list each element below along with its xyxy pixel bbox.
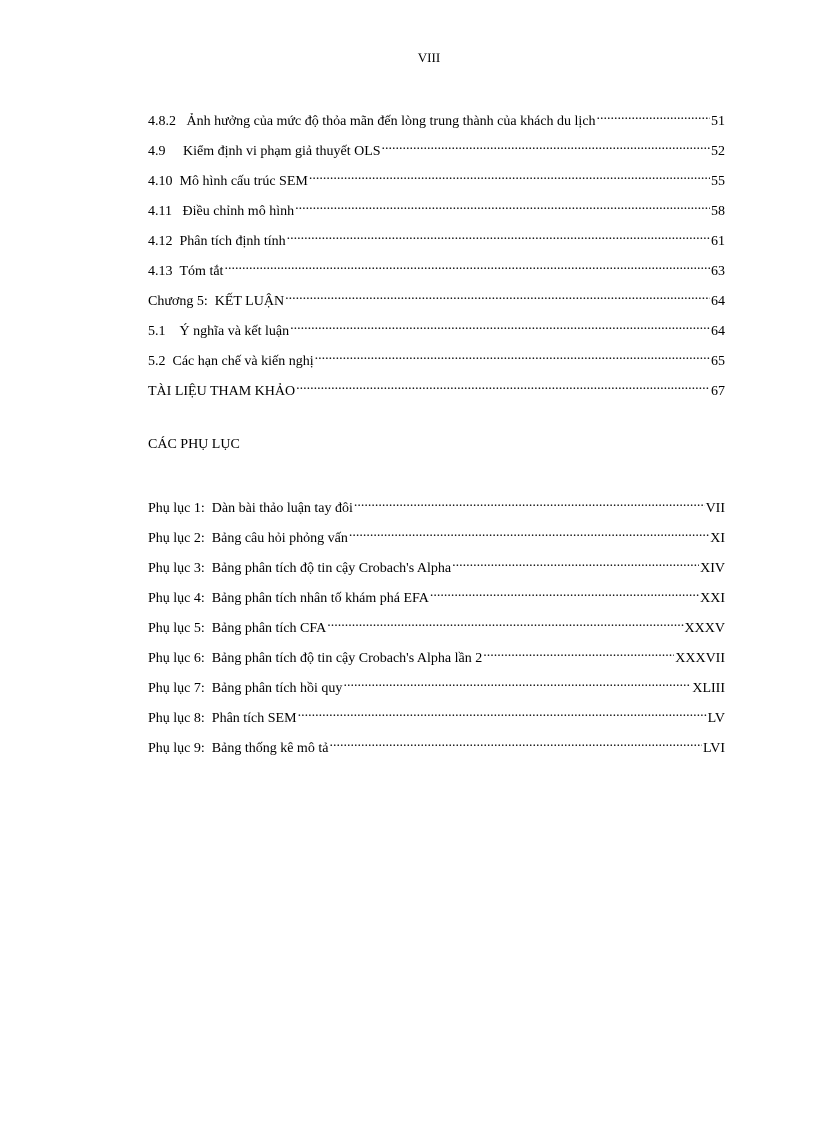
- toc-entry-title: Ý nghĩa và kết luận: [179, 324, 290, 339]
- toc-entry-number: 4.10: [148, 174, 173, 189]
- toc-entry-number: Phụ lục 3:: [148, 561, 205, 576]
- dot-leader: [452, 554, 699, 572]
- toc-entry-title: Bảng phân tích độ tin cậy Crobach's Alpha lần 2: [211, 651, 483, 666]
- toc-entry-title: Ảnh hưởng của mức độ thỏa mãn đến lòng trung thành của khách du lịch: [186, 114, 596, 129]
- appendix-entry[interactable]: [148, 704, 725, 734]
- toc-entry-number: Phụ lục 2:: [148, 531, 205, 546]
- toc-entry-page: XXXVII: [675, 651, 725, 666]
- toc-entry-gap: [166, 323, 180, 341]
- dot-leader: [295, 197, 710, 215]
- toc-entry-number: 4.13: [148, 264, 173, 279]
- dot-leader: [285, 287, 710, 305]
- toc-entry[interactable]: [148, 377, 725, 407]
- toc-entry-page: 61: [711, 234, 725, 249]
- toc-entry[interactable]: [148, 197, 725, 227]
- toc-entry-gap: [173, 233, 180, 251]
- appendix-heading: CÁC PHỤ LỤC: [148, 437, 240, 452]
- toc-entry-number: 4.9: [148, 144, 166, 159]
- toc-entry-gap: [176, 113, 187, 131]
- toc-entry[interactable]: [148, 137, 725, 167]
- toc-entry-title: Bảng phân tích CFA: [211, 621, 327, 636]
- toc-entry-gap: [173, 263, 180, 281]
- dot-leader: [343, 674, 691, 692]
- toc-entry-gap: [205, 530, 212, 548]
- toc-entry-gap: [172, 203, 183, 221]
- dot-leader: [327, 614, 683, 632]
- dot-leader: [290, 317, 710, 335]
- toc-entry-title: Bảng phân tích nhân tố khám phá EFA: [211, 591, 429, 606]
- toc-entry-title: Điều chỉnh mô hình: [182, 204, 295, 219]
- dot-leader: [382, 137, 710, 155]
- toc-entry-page: 51: [711, 114, 725, 129]
- dot-leader: [298, 704, 707, 722]
- toc-entry-number: Phụ lục 9:: [148, 741, 205, 756]
- toc-entry-page: 63: [711, 264, 725, 279]
- toc-entry[interactable]: [148, 347, 725, 377]
- toc-entry-page: 64: [711, 294, 725, 309]
- dot-leader: [354, 494, 705, 512]
- toc-entry-title: Dàn bài thảo luận tay đôi: [211, 501, 353, 516]
- appendix-entry[interactable]: [148, 494, 725, 524]
- toc-entry-title: Các hạn chế và kiến nghị: [172, 354, 314, 369]
- toc-entry-number: Phụ lục 4:: [148, 591, 205, 606]
- toc-entry-number: Phụ lục 8:: [148, 711, 205, 726]
- toc-entry-page: LVI: [702, 741, 725, 756]
- appendix-entry[interactable]: [148, 644, 725, 674]
- toc-entry-page: XI: [710, 531, 725, 546]
- toc-entry-gap: [205, 590, 212, 608]
- toc-entry-number: Phụ lục 7:: [148, 681, 205, 696]
- appendix-entry[interactable]: [148, 734, 725, 764]
- dot-leader: [329, 734, 702, 752]
- toc-entry-page: VII: [705, 501, 725, 516]
- toc-entry-gap: [166, 143, 184, 161]
- dot-leader: [287, 227, 710, 245]
- toc-entry-gap: [205, 710, 212, 728]
- toc-entry-number: 5.2: [148, 354, 166, 369]
- toc-entry-number: 4.12: [148, 234, 173, 249]
- dot-leader: [315, 347, 710, 365]
- toc-entry[interactable]: [148, 287, 725, 317]
- toc-entry-page: XIV: [700, 561, 725, 576]
- toc-entry-title: Phân tích định tính: [179, 234, 286, 249]
- toc-entry-title: Tóm tắt: [179, 264, 224, 279]
- toc-entry-gap: [205, 740, 212, 758]
- toc-entry-page: 58: [711, 204, 725, 219]
- dot-leader: [430, 584, 699, 602]
- toc-entry-gap: [205, 620, 212, 638]
- toc-entry-page: XXI: [700, 591, 725, 606]
- toc-entry-gap: [205, 650, 212, 668]
- toc-entry-page: XLIII: [692, 681, 725, 696]
- toc-entry-title: Bảng câu hỏi phỏng vấn: [211, 531, 348, 546]
- dot-leader: [296, 377, 710, 395]
- dot-leader: [597, 107, 710, 125]
- toc-entry[interactable]: [148, 257, 725, 287]
- toc-entry-gap: [205, 500, 212, 518]
- toc-entry-number: Phụ lục 1:: [148, 501, 205, 516]
- toc-entry-gap: [173, 173, 180, 191]
- toc-entry-number: 5.1: [148, 324, 166, 339]
- toc-entry-gap: [166, 353, 173, 371]
- toc-entry-page: 55: [711, 174, 725, 189]
- toc-entry-number: TÀI LIỆU THAM KHẢO: [148, 384, 296, 399]
- dot-leader: [224, 257, 710, 275]
- toc-entry-page: 64: [711, 324, 725, 339]
- appendix-entry[interactable]: [148, 584, 725, 614]
- toc-entry-page: XXXV: [684, 621, 725, 636]
- appendix-entry[interactable]: [148, 554, 725, 584]
- page-number: VIII: [417, 50, 441, 65]
- appendix-list: [148, 494, 725, 764]
- toc-entry-gap: [208, 293, 215, 311]
- toc-entry-title: KẾT LUẬN: [214, 294, 285, 309]
- toc-entry-title: Kiểm định vi phạm giả thuyết OLS: [183, 144, 381, 159]
- toc-entry-title: Bảng phân tích hồi quy: [211, 681, 343, 696]
- toc-entry-page: 67: [711, 384, 725, 399]
- toc-entry-title: Bảng phân tích độ tin cậy Crobach's Alpha: [211, 561, 452, 576]
- toc-entry-title: Phân tích SEM: [211, 711, 297, 726]
- dot-leader: [349, 524, 709, 542]
- toc-entry-number: 4.11: [148, 204, 172, 219]
- toc-entry-number: Phụ lục 6:: [148, 651, 205, 666]
- dot-leader: [483, 644, 674, 662]
- toc-entry-page: LV: [707, 711, 725, 726]
- toc-entry[interactable]: [148, 107, 725, 137]
- toc-entry-title: Bảng thống kê mô tả: [211, 741, 329, 756]
- toc-entry-number: 4.8.2: [148, 114, 176, 129]
- toc-entry-gap: [205, 680, 212, 698]
- toc-entry[interactable]: [148, 167, 725, 197]
- toc-entry-gap: [205, 560, 212, 578]
- appendix-entry[interactable]: [148, 674, 725, 704]
- toc-entry[interactable]: [148, 227, 725, 257]
- toc-entry-page: 65: [711, 354, 725, 369]
- toc-entry[interactable]: [148, 317, 725, 347]
- table-of-contents: [148, 107, 725, 407]
- toc-entry-number: Phụ lục 5:: [148, 621, 205, 636]
- dot-leader: [309, 167, 710, 185]
- toc-entry-page: 52: [711, 144, 725, 159]
- toc-entry-title: Mô hình cấu trúc SEM: [179, 174, 308, 189]
- appendix-entry[interactable]: [148, 614, 725, 644]
- toc-entry-number: Chương 5:: [148, 294, 208, 309]
- appendix-entry[interactable]: [148, 524, 725, 554]
